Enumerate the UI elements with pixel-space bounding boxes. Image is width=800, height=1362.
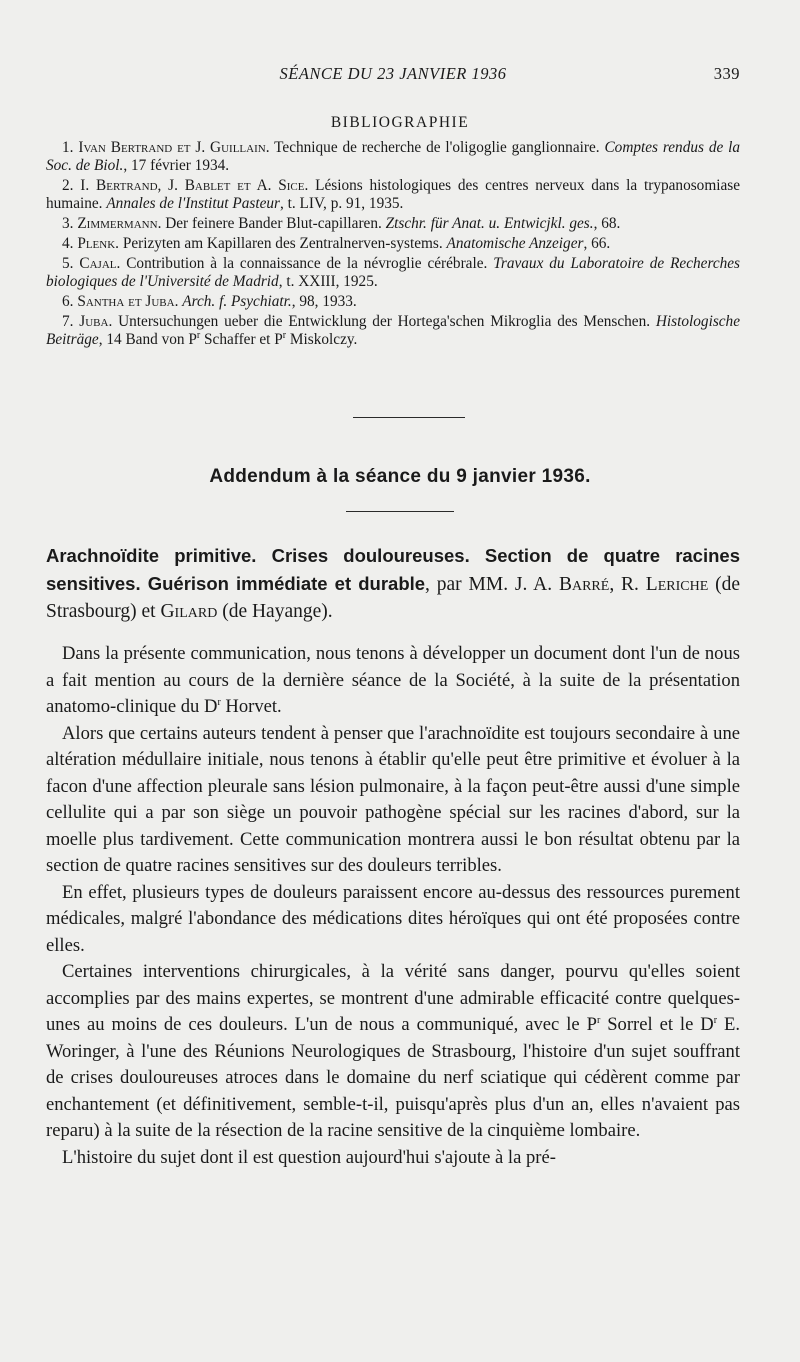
superscript: r [196,329,201,341]
reference-title: Perizyten am Kapillaren des Zentralnerven-systems. [122,235,443,252]
reference-authors: Plenk [77,235,116,252]
article-affiliation: (de Hayange). [217,601,333,622]
reference-title: Contribution à la connaissance de la névroglie cérébrale. [126,255,488,272]
reference-authors: Juba [79,313,109,330]
running-header [46,64,740,86]
reference-details: , 98, 1933. [291,293,357,310]
reference-authors: Zimmermann [77,215,158,232]
reference-authors: Cajal [79,255,117,272]
paragraph-text: Certaines interventions chirurgicales, à la vérité sans danger, pourvu qu'elles soient accomplies par des mains expertes, se montrent d'une admirable efficacité contre quelques-unes au moins de ces douleurs. L'un de nous a communiqué, avec le P [46,961,740,1035]
article-body [46,641,740,1171]
article-author: Barré [558,574,610,595]
reference-item: 5. Cajal. Contribution à la connaissance de la névroglie cérébrale. Travaux du Laboratoire de Recherches biologiques de l'Université de Madrid, t. XXIII, 1925. [46,255,741,290]
reference-authors: Santha et Juba [77,293,175,310]
reference-details: Schaffer et P [200,331,283,348]
paragraph: L'histoire du sujet dont il est question aujourd'hui s'ajoute à la pré- [62,1146,556,1168]
reference-number: 2. [62,177,74,194]
reference-source: Histologische Beiträge [46,313,741,348]
reference-title: Lésions histologiques des centres nerveux dans la trypanosomiase humaine. [46,177,740,212]
superscript: r [713,1014,718,1026]
reference-details: , 17 février 1934. [123,157,230,174]
reference-title: Der feinere Bander Blut-capillaren. [165,215,382,232]
reference-source: Anatomische Anzeiger [446,235,584,252]
section-divider [353,417,465,418]
bibliography-heading: BIBLIOGRAPHIE [330,114,470,131]
reference-source: Travaux du Laboratoire de Recherches biologiques de l'Université de Madrid [46,255,741,290]
reference-number: 3. [62,215,74,232]
reference-item: 6. Santha et Juba. Arch. f. Psychiatr., 98, 1933. [62,293,357,310]
article-affiliation: (de Strasbourg) et [46,574,740,622]
reference-source: Ztschr. für Anat. u. Entwicjkl. ges. [385,215,594,232]
reference-item: 2. I. Bertrand, J. Bablet et A. Sice. Lésions histologiques des centres nerveux dans la trypanosomiase humaine. Annales de l'Institut Pasteur, t. LIV, p. 91, 1935. [46,177,740,212]
paragraph: Alors que certains auteurs tendent à penser que l'arachnoïdite est toujours secondaire à une altération médullaire initiale, nous tenons à établir qu'elle peut être primitive et évoluer à la facon d'une affection pleurale sans lésion pulmonaire, à la façon peut-être aussi d'une simple cellulite qui a par son siège un pouvoir pathogène spécial sur les racines d'abord, sur la moelle plus tardivement. Cette communication montrera aussi le bon résultat obtenu par la section de quatre racines sensitives sur des douleurs terribles. [46,722,740,876]
reference-item: 7. Juba. Untersuchungen ueber die Entwicklung der Hortega'schen Mikroglia des Menschen. Histologische Beiträge, 14 Band von $P^r$ Schaffer et $P^r$ Miskolczy. [46,313,741,348]
bibliography-list [46,139,740,351]
reference-title: Technique de recherche de l'oligoglie ganglionnaire. [274,139,600,156]
reference-source: Annales de l'Institut Pasteur [106,195,280,212]
reference-number: 6. [62,293,74,310]
article-byline: , par MM. J. A. [425,574,559,595]
reference-item: 1. Ivan Bertrand et J. Guillain. Technique de recherche de l'oligoglie ganglionnaire. Comptes rendus de la Soc. de Biol., 17 février 1934. [46,139,741,174]
superscript: r [596,1014,601,1026]
reference-details: , 66. [583,235,611,252]
reference-number: 7. [62,313,74,330]
reference-number: 1. [62,139,74,156]
article-author: Leriche [645,574,709,595]
addendum-heading: Addendum à la séance du 9 janvier 1936. [209,466,591,487]
superscript: r [217,696,221,708]
reference-details: , t. LIV, p. 91, 1935. [279,195,404,212]
reference-authors: Ivan Bertrand et J. Guillain [78,139,266,156]
paragraph: En effet, plusieurs types de douleurs paraissent encore au-dessus des ressources purement médicales, malgré l'abondance des médications dites héroïques qui ont été proposées contre elles. [46,881,740,956]
reference-details: , t. XXIII, 1925. [278,273,378,290]
superscript: r [282,329,287,341]
paragraph-text: E. Woringer, à l'une des Réunions Neurologiques de Strasbourg, l'histoire d'un sujet souffrant de crises douloureuses atroces dans le domaine du nerf sciatique qui cédèrent comme par enchantement (et définitivement, semble-t-il, puisqu'après plus d'un an, elles n'avaient pas reparu) à la suite de la résection de la racine sensitive de la cinquième lombaire. [46,1014,740,1141]
reference-details: , 68. [593,215,621,232]
reference-details: , 14 Band von P [98,331,197,348]
reference-item: 4. Plenk. Perizyten am Kapillaren des Zentralnerven-systems. Anatomische Anzeiger, 66. [62,235,611,252]
paragraph [46,641,740,721]
paragraph [46,959,740,1145]
running-title: SÉANCE DU 23 JANVIER 1936 [279,64,507,83]
page-number: 339 [713,64,740,83]
reference-item: 3. Zimmermann. Der feinere Bander Blut-capillaren. Ztschr. für Anat. u. Entwicjkl. ges., 68. [62,215,621,232]
paragraph-text: Horvet. [220,696,282,717]
article-author: Gilard [160,601,218,622]
article-byline: , R. [609,574,646,595]
reference-authors: I. Bertrand, J. Bablet et A. Sice [80,177,305,194]
reference-title: Untersuchungen ueber die Entwicklung der Hortega'schen Mikroglia des Menschen. [118,313,651,330]
reference-number: 5. [62,255,74,272]
reference-source: Comptes rendus de la Soc. de Biol. [46,139,741,174]
paragraph-text: Sorrel et le D [600,1014,714,1035]
section-divider [346,511,454,512]
reference-details: Miskolczy. [286,331,358,348]
reference-source: Arch. f. Psychiatr. [182,293,292,310]
reference-number: 4. [62,235,74,252]
article-title-text: Arachnoïdite primitive. Crises douloureuses. Section de quatre racines sensitives. Guérison immédiate et durable [46,545,740,594]
article-title [46,542,740,625]
paragraph-text: Dans la présente communication, nous tenons à développer un document dont l'un de nous a fait mention au cours de la dernière séance de la Société, à la suite de la présentation anatomo-clinique du D [46,643,740,717]
